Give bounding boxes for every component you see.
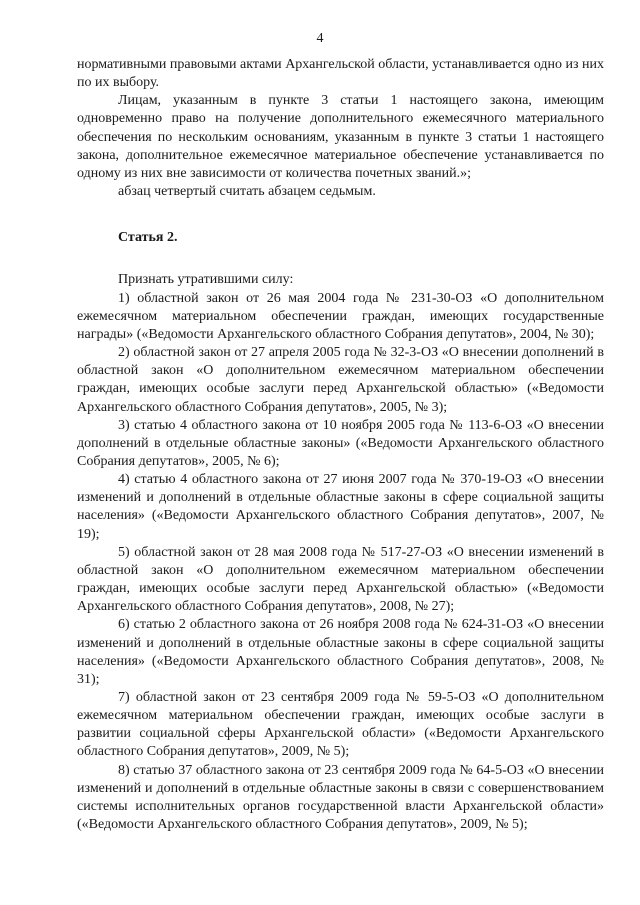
article-intro: Признать утратившими силу: xyxy=(118,272,294,288)
article-heading: Статья 2. xyxy=(118,230,178,246)
list-item: 8) статью 37 областного закона от 23 сентября 2009 года № 64-5-ОЗ «О внесении изменений и дополнений в отдельные областные законы в связи с совершенствованием системы исполнительных органов государственной власти Архангельской области» («Ведомости Архангельского областного Собрания депутатов», 2009, № 5); xyxy=(77,762,604,833)
list-item: 7) областной закон от 23 сентября 2009 года № 59-5-ОЗ «О дополнительном ежемесячном материальном обеспечении граждан, имеющих особые заслуги в развитии социальной сферы Архангельской области» («Ведомости Архангельского областного Собрания депутатов», 2009, № 5); xyxy=(77,690,604,760)
document-body xyxy=(77,56,604,834)
paragraph-continuation: нормативными правовыми актами Архангельской области, устанавливается одно из них по их выбору. xyxy=(77,57,604,91)
paragraph: абзац четвертый считать абзацем седьмым. xyxy=(118,184,376,200)
list-item: 6) статью 2 областного закона от 26 ноября 2008 года № 624-31-ОЗ «О внесении изменений и дополнений в отдельные областные законы в сфере социальной защиты населения» («Ведомости Архангельского областного Собрания депутатов», 2008, № 31); xyxy=(77,617,604,687)
list-item: 4) статью 4 областного закона от 27 июня 2007 года № 370-19-ОЗ «О внесении изменений и дополнений в отдельные областные законы в сфере социальной защиты населения» («Ведомости Архангельского областного Собрания депутатов», 2007, № 19); xyxy=(77,472,604,542)
list-item: 2) областной закон от 27 апреля 2005 года № 32-3-ОЗ «О внесении дополнений в областной закон «О дополнительном ежемесячном материальном обеспечении граждан, имеющих особые заслуги перед Архангельской областью» («Ведомости Архангельского областного Собрания депутатов», 2005, № 3); xyxy=(77,345,604,415)
paragraph: Лицам, указанным в пункте 3 статьи 1 настоящего закона, имеющим одновременно право на получение дополнительного ежемесячного материального обеспечения по нескольким основаниям, указанным в пункте 3 статьи 1 настоящего закона, дополнительное ежемесячное материальное обеспечение устанавливается по одному из них вне зависимости от количества почетных званий.»; xyxy=(77,93,604,181)
list-item: 1) областной закон от 26 мая 2004 года № 231-30-ОЗ «О дополнительном ежемесячном материальном обеспечении граждан, имеющих государственные награды» («Ведомости Архангельского областного Собрания депутатов», 2004, № 30); xyxy=(77,290,604,342)
list-item: 5) областной закон от 28 мая 2008 года № 517-27-ОЗ «О внесении изменений в областной закон «О дополнительном ежемесячном материальном обеспечении граждан, имеющих особые заслуги перед Архангельской областью» («Ведомости Архангельского областного Собрания депутатов», 2008, № 27); xyxy=(77,544,604,615)
page-number: 4 xyxy=(316,31,324,46)
list-item: 3) статью 4 областного закона от 10 ноября 2005 года № 113-6-ОЗ «О внесении дополнений в отдельные областные законы» («Ведомости Архангельского областного Собрания депутатов», 2005, № 6); xyxy=(77,417,604,469)
